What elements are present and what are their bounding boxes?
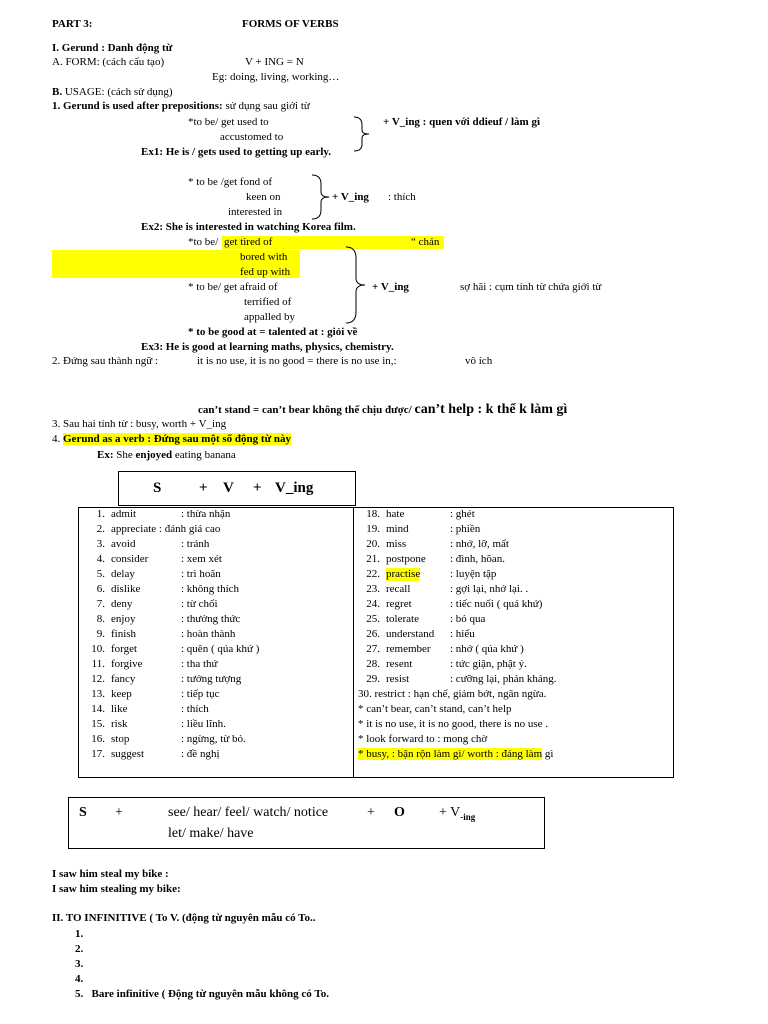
note-item: * it is no use, it is no good, there is no use .	[358, 718, 549, 730]
cant-stand	[198, 402, 567, 419]
verb-number: 16.	[91, 733, 105, 745]
perception-v: + V	[439, 805, 461, 820]
form-label: A. FORM: (cách cấu tạo)	[52, 56, 165, 68]
verb-number: 10.	[91, 643, 105, 655]
verb-number: 1.	[96, 508, 105, 520]
formula-v: V	[223, 480, 234, 496]
verb-word: recall	[386, 583, 411, 595]
verb-number: 3.	[96, 538, 105, 550]
usage-letter: B.	[52, 86, 63, 98]
verb-word: risk	[111, 718, 128, 730]
ex4-a: She	[116, 449, 133, 461]
ex4-c: eating	[174, 449, 202, 461]
note-item: * can’t bear, can’t stand, can’t help	[358, 703, 512, 715]
verb-word: dislike	[111, 583, 141, 595]
perception-verbs-2: let/ make/ have	[168, 826, 254, 841]
list-item-bare	[75, 988, 329, 1001]
verb-number: 6.	[96, 583, 105, 595]
verb-number: 11.	[91, 658, 105, 670]
busy-tail: gì	[542, 748, 554, 760]
brace-icon	[344, 246, 370, 324]
verb-word: delay	[111, 568, 135, 580]
verb-word: admit	[111, 508, 137, 520]
verb-number: 24.	[366, 598, 380, 610]
verb-number: 26.	[366, 628, 380, 640]
verb-table	[78, 507, 674, 778]
busy-highlight: * busy, : bận rộn làm gì/ worth : đáng làm	[358, 748, 543, 760]
verb-word: forgive	[111, 658, 143, 670]
verb-number: 15.	[91, 718, 105, 730]
formula-ving: V_ing	[275, 480, 314, 496]
verb-number: 14.	[91, 703, 105, 715]
cant-stand-a: can’t stand = can’t bear không thể chịu được/	[198, 404, 412, 416]
verb-number: 4.	[96, 553, 105, 565]
verb-word: consider	[111, 553, 149, 565]
rule1-note: sử dụng sau giới từ	[225, 100, 310, 112]
brace-icon	[310, 174, 334, 220]
afraid-line2: terrified of	[244, 296, 292, 308]
verb-number: 9.	[96, 628, 105, 640]
verb-word: like	[111, 703, 128, 715]
verb-word: suggest	[111, 748, 144, 760]
verb-meaning: : từ chối	[181, 598, 218, 610]
formula-s: S	[153, 480, 162, 496]
verb-word: fancy	[111, 673, 136, 685]
verb-meaning: : liều lĩnh.	[181, 718, 226, 730]
afraid-result: + V_ing	[372, 281, 409, 293]
ex4-label: Ex:	[97, 449, 114, 461]
fond-line3: interested in	[228, 206, 283, 218]
tired-line3: fed up with	[240, 266, 291, 278]
verb-word: mind	[386, 523, 409, 535]
verb-number: 25.	[366, 613, 380, 625]
verb-number: 27.	[366, 643, 380, 655]
verb-word: resist	[386, 673, 410, 685]
verb-meaning: : ghét	[450, 508, 475, 520]
verb-meaning: : thừa nhận	[181, 508, 231, 520]
perception-sub: -ing	[460, 811, 476, 822]
ex4-b: enjoyed	[135, 449, 173, 461]
verb-meaning: : luyện tập	[450, 568, 497, 580]
verb-word: resent	[386, 658, 413, 670]
verb-meaning: : cưỡng lại, phản kháng.	[450, 673, 557, 685]
verb-meaning: : gợi lại, nhớ lại. .	[450, 583, 529, 595]
verb-word: regret	[386, 598, 412, 610]
verb-word: avoid	[111, 538, 136, 550]
verb-meaning: : xem xét	[181, 553, 222, 565]
page-title: FORMS OF VERBS	[242, 18, 339, 30]
verb-meaning: : trì hoãn	[181, 568, 221, 580]
verb-number: 22.	[366, 568, 380, 580]
example-stealing: I saw him stealing my bike:	[52, 883, 181, 895]
verb-number: 17.	[91, 748, 105, 760]
verb-number: 20.	[366, 538, 380, 550]
tired-line1: get tired of	[224, 236, 273, 248]
fond-result: + V_ing	[332, 191, 369, 203]
verb-word: remember	[386, 643, 431, 655]
verb-word: practise	[386, 568, 421, 580]
afraid-line3: appalled by	[244, 311, 296, 323]
verb-word: enjoy	[111, 613, 136, 625]
perception-box	[68, 797, 545, 849]
verb-word: postpone	[386, 553, 426, 565]
fond-meaning: : thích	[388, 191, 416, 203]
verb-number: 7.	[96, 598, 105, 610]
rule3: 3. Sau hai tính từ : busy, worth + V_ing	[52, 418, 227, 430]
list-item: 1.	[75, 928, 84, 940]
verb-table-right	[353, 508, 673, 777]
verb-meaning: : hoàn thành	[181, 628, 236, 640]
cant-help: can’t help : k thể k làm gì	[414, 402, 568, 417]
note-item-busy	[358, 748, 553, 761]
tired-prefix: *to be/	[188, 236, 219, 248]
verb-word: miss	[386, 538, 407, 550]
fond-line2: keen on	[246, 191, 281, 203]
verb-number: 19.	[366, 523, 380, 535]
item5-text: Bare infinitive ( Động từ nguyên mẫu không có To.	[91, 988, 329, 1000]
verb-meaning: : thưởng thức	[181, 613, 241, 625]
verb-word: stop	[111, 733, 130, 745]
tired-line2: bored with	[240, 251, 288, 263]
usage-label	[52, 86, 173, 99]
verb-number: 28.	[366, 658, 380, 670]
list-item: 4.	[75, 973, 84, 985]
verb-word: appreciate : đánh giá cao	[111, 523, 221, 535]
verb-meaning: : hiểu	[450, 628, 475, 640]
rule1	[52, 100, 310, 113]
example-2: Ex2: She is interested in watching Korea film.	[141, 221, 356, 233]
verb-word: tolerate	[386, 613, 419, 625]
verb-meaning: : tưởng tượng	[181, 673, 242, 685]
verb-meaning: : nhớ ( qúa khứ )	[450, 643, 524, 655]
example-steal: I saw him steal my bike :	[52, 868, 169, 880]
tired-meaning: “ chán	[411, 236, 440, 248]
verb-number: 8.	[96, 613, 105, 625]
formula-box	[118, 471, 356, 506]
perception-verbs: see/ hear/ feel/ watch/ notice	[168, 805, 329, 820]
rule2-c: vô ích	[465, 355, 493, 367]
verb-meaning: : đình, hõan.	[450, 553, 505, 565]
accustom-result: + V_ing : quen với ddieuf / làm gì	[383, 116, 541, 128]
verb-meaning: : tức giận, phật ý.	[450, 658, 527, 670]
rule4-num: 4.	[52, 433, 61, 445]
afraid-meaning: sợ hãi : cụm tính từ chứa giới từ	[460, 281, 602, 293]
verb-word: hate	[386, 508, 405, 520]
verb-number: 18.	[366, 508, 380, 520]
verb-meaning: : bỏ qua	[450, 613, 486, 625]
verb-number: 5.	[96, 568, 105, 580]
perception-plus: +	[115, 805, 123, 820]
brace-icon	[352, 116, 374, 152]
rule1-title: 1. Gerund is used after prepositions:	[52, 100, 223, 112]
perception-plus: +	[367, 805, 375, 820]
verb-word: forget	[111, 643, 138, 655]
good-at: * to be good at = talented at : giỏi về	[188, 326, 358, 338]
verb-word: deny	[111, 598, 133, 610]
afraid-line1: * to be/ get afraid of	[188, 281, 278, 293]
example-4	[97, 449, 236, 462]
verb-meaning: : tiếp tục	[181, 688, 220, 700]
list-item: 3.	[75, 958, 84, 970]
verb-meaning: : không thích	[181, 583, 240, 595]
verb-number: 2.	[96, 523, 105, 535]
verb-number: 12.	[91, 673, 105, 685]
verb-number: 21.	[366, 553, 380, 565]
rule4	[52, 433, 291, 446]
note-item: 30. restrict : hạn chế, giảm bớt, ngăn ngừa.	[358, 688, 547, 700]
formula-plus: +	[199, 480, 208, 496]
list-item: 2.	[75, 943, 84, 955]
example-3: Ex3: He is good at learning maths, physics, chemistry.	[141, 341, 394, 353]
section-heading-infinitive: II. TO INFINITIVE ( To V. (động từ nguyên mẫu có To..	[52, 912, 316, 924]
item5-num: 5.	[75, 988, 84, 1000]
perception-ving	[439, 805, 475, 823]
verb-meaning: : quên ( qúa khứ )	[181, 643, 260, 655]
section-heading-gerund: I. Gerund : Danh động từ	[52, 42, 173, 54]
verb-meaning: : phiền	[450, 523, 481, 535]
usage-text: USAGE: (cách sử dụng)	[64, 86, 173, 98]
verb-number: 23.	[366, 583, 380, 595]
form-example: Eg: doing, living, working…	[212, 71, 340, 83]
verb-number: 13.	[91, 688, 105, 700]
verb-word: understand	[386, 628, 435, 640]
perception-o: O	[394, 805, 405, 820]
accustom-line1: *to be/ get used to	[188, 116, 269, 128]
note-item: * look forward to : mong chờ	[358, 733, 488, 745]
verb-word: finish	[111, 628, 137, 640]
verb-meaning: : tránh	[181, 538, 210, 550]
part-label: PART 3:	[52, 18, 93, 30]
verb-meaning: : tha thứ	[181, 658, 218, 670]
verb-number: 29.	[366, 673, 380, 685]
verb-meaning: : nhớ, lỡ, mất	[450, 538, 509, 550]
rule4-text: Gerund as a verb : Đứng sau một số động từ này	[63, 433, 292, 445]
form-formula: V + ING = N	[245, 56, 304, 68]
rule2-b: it is no use, it is no good = there is no use in,:	[197, 355, 397, 367]
example-1: Ex1: He is / gets used to getting up early.	[141, 146, 332, 158]
verb-table-left	[79, 508, 353, 777]
verb-meaning: : đề nghị	[181, 748, 220, 760]
perception-s: S	[79, 805, 87, 820]
rule2-a: 2. Đứng sau thành ngữ :	[52, 355, 159, 367]
ex4-d: banana	[204, 449, 236, 461]
fond-line1: * to be /get fond of	[188, 176, 273, 188]
verb-meaning: : tiếc nuối ( quá khứ)	[450, 598, 543, 610]
verb-meaning: : thích	[181, 703, 209, 715]
verb-word: keep	[111, 688, 132, 700]
formula-plus: +	[253, 480, 262, 496]
verb-meaning: : ngừng, từ bỏ.	[181, 733, 246, 745]
accustom-line2: accustomed to	[220, 131, 284, 143]
